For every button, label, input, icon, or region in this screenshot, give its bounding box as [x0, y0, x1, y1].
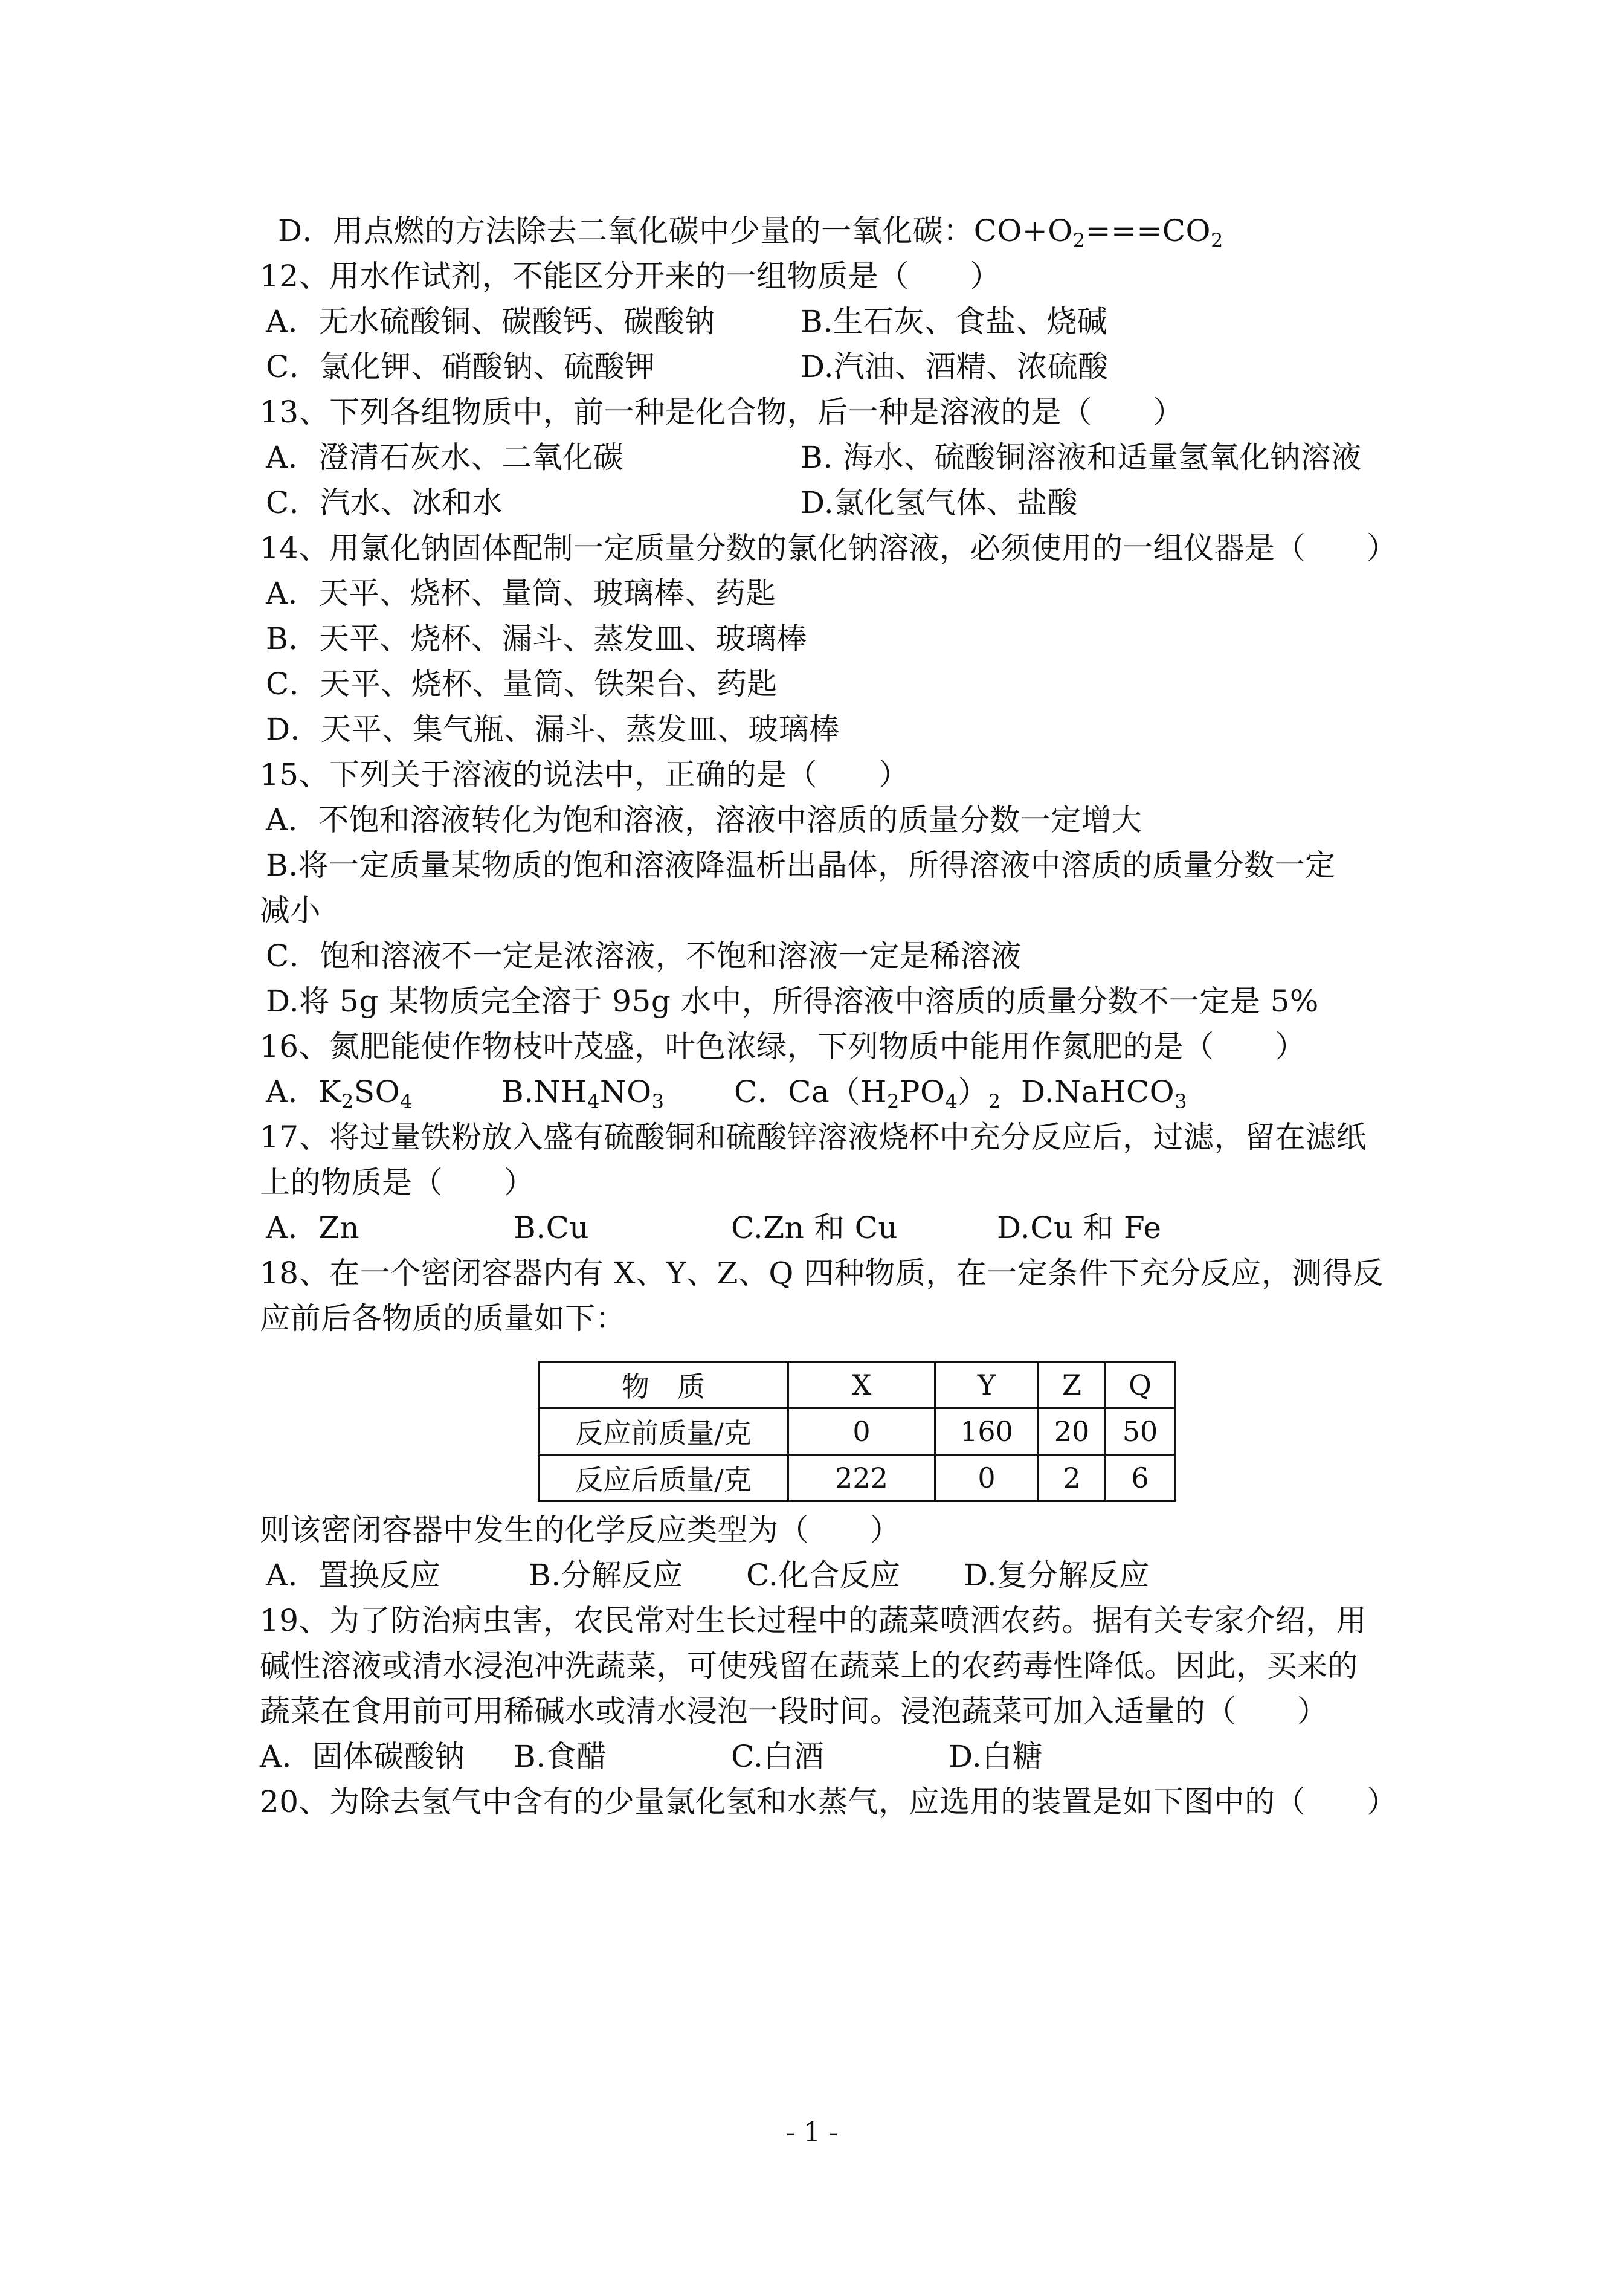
q15-option-d: D.将 5g 某物质完全溶于 95g 水中，所得溶液中溶质的质量分数不一定是 5% — [266, 984, 1319, 1019]
q17-option-c: C.Zn 和 Cu — [731, 1210, 898, 1245]
table-cell: 20 — [1039, 1408, 1106, 1455]
q14-option-d: D．天平、集气瓶、漏斗、蒸发皿、玻璃棒 — [266, 712, 840, 747]
q13-stem: 13、下列各组物质中，前一种是化合物，后一种是溶液的是（ ） — [260, 395, 1184, 430]
q13-option-b: B. 海水、硫酸铜溶液和适量氢氧化钠溶液 — [801, 440, 1362, 475]
q14-stem: 14、用氯化钠固体配制一定质量分数的氯化钠溶液，必须使用的一组仪器是（ ） — [260, 531, 1397, 566]
q14-option-a: A．天平、烧杯、量筒、玻璃棒、药匙 — [266, 576, 776, 611]
q13-option-c: C．汽水、冰和水 — [266, 485, 503, 520]
q15-option-c: C．饱和溶液不一定是浓溶液，不饱和溶液一定是稀溶液 — [266, 938, 1022, 973]
q17-stem-line2: 上的物质是（ ） — [260, 1165, 535, 1200]
table-row — [539, 1408, 1175, 1455]
q19-stem-line3: 蔬菜在食用前可用稀碱水或清水浸泡一段时间。浸泡蔬菜可加入适量的（ ） — [260, 1694, 1328, 1729]
table-header-cell: Z — [1039, 1362, 1106, 1408]
q19-option-a: A．固体碳酸钠 — [260, 1739, 465, 1774]
q17-stem-line1: 17、将过量铁粉放入盛有硫酸铜和硫酸锌溶液烧杯中充分反应后，过滤，留在滤纸 — [260, 1120, 1367, 1155]
table-cell: 0 — [788, 1408, 935, 1455]
page-number: - 1 - — [786, 2117, 838, 2148]
q19-stem-line2: 碱性溶液或清水浸泡冲洗蔬菜，可使残留在蔬菜上的农药毒性降低。因此，买来的 — [260, 1648, 1358, 1683]
table-cell: 反应后质量/克 — [539, 1455, 788, 1501]
q19-option-d: D.白糖 — [949, 1739, 1043, 1774]
q16-option-b: $B.NH_4NO_3$ — [501, 1074, 665, 1113]
q18-option-c: C.化合反应 — [746, 1558, 901, 1593]
q17-option-a: A．Zn — [266, 1210, 360, 1245]
q13-option-d: D.氯化氢气体、盐酸 — [801, 485, 1078, 520]
q14-option-b: B．天平、烧杯、漏斗、蒸发皿、玻璃棒 — [266, 621, 807, 656]
q18-option-b: B.分解反应 — [529, 1558, 683, 1593]
q13-option-a: A．澄清石灰水、二氧化碳 — [266, 440, 624, 475]
q16-option-d: D.NaHCO$_3$ — [1021, 1074, 1187, 1113]
mass-table — [538, 1361, 1176, 1502]
q12-option-a: A．无水硫酸铜、碳酸钙、碳酸钠 — [266, 304, 715, 339]
table-cell: 反应前质量/克 — [539, 1408, 788, 1455]
table-header-cell: Q — [1106, 1362, 1175, 1408]
q12-stem: 12、用水作试剂，不能区分开来的一组物质是（ ） — [260, 259, 1001, 294]
table-cell: 50 — [1106, 1408, 1175, 1455]
q18-option-d: D.复分解反应 — [964, 1558, 1150, 1593]
q16-option-a: A．$K_2SO_4$ — [266, 1074, 413, 1113]
q19-option-b: B.食醋 — [514, 1739, 607, 1774]
q19-option-c: C.白酒 — [731, 1739, 825, 1774]
q19-stem-line1: 19、为了防治病虫害，农民常对生长过程中的蔬菜喷洒农药。据有关专家介绍，用 — [260, 1603, 1367, 1638]
q15-stem: 15、下列关于溶液的说法中，正确的是（ ） — [260, 757, 909, 792]
q16-option-c: C．$Ca(H_2PO_4)_2$ — [734, 1074, 1001, 1113]
q17-option-b: B.Cu — [514, 1210, 590, 1245]
table-header-cell: X — [788, 1362, 935, 1408]
table-row — [539, 1455, 1175, 1501]
table-header-cell: 物 质 — [539, 1362, 788, 1408]
q15-option-b-line1: B.将一定质量某物质的饱和溶液降温析出晶体，所得溶液中溶质的质量分数一定 — [266, 848, 1336, 883]
table-header-row — [539, 1362, 1175, 1408]
q15-option-a: A．不饱和溶液转化为饱和溶液，溶液中溶质的质量分数一定增大 — [266, 802, 1142, 837]
q11-option-d: D．用点燃的方法除去二氧化碳中少量的一氧化碳：$CO+O_2===CO_2$ — [278, 213, 1223, 252]
q14-option-c: C．天平、烧杯、量筒、铁架台、药匙 — [266, 666, 778, 702]
table-cell: 160 — [935, 1408, 1039, 1455]
q20-stem: 20、为除去氢气中含有的少量氯化氢和水蒸气，应选用的装置是如下图中的（ ） — [260, 1784, 1397, 1819]
table-cell: 2 — [1039, 1455, 1106, 1501]
q18-stem-line2: 应前后各物质的质量如下： — [260, 1301, 626, 1336]
q18-option-a: A．置换反应 — [266, 1558, 441, 1593]
q12-option-c: C．氯化钾、硝酸钠、硫酸钾 — [266, 349, 656, 384]
table-cell: 0 — [935, 1455, 1039, 1501]
table-cell: 6 — [1106, 1455, 1175, 1501]
q17-option-d: D.Cu 和 Fe — [997, 1210, 1162, 1245]
q18-stem-line3: 则该密闭容器中发生的化学反应类型为（ ） — [260, 1512, 901, 1547]
table-header-cell: Y — [935, 1362, 1039, 1408]
table-cell: 222 — [788, 1455, 935, 1501]
q15-option-b-line2: 减小 — [260, 893, 321, 928]
q12-option-b: B.生石灰、食盐、烧碱 — [801, 304, 1108, 339]
q16-stem: 16、氮肥能使作物枝叶茂盛，叶色浓绿，下列物质中能用作氮肥的是（ ） — [260, 1029, 1306, 1064]
q18-stem-line1: 18、在一个密闭容器内有 X、Y、Z、Q 四种物质，在一定条件下充分反应，测得反 — [260, 1256, 1384, 1291]
q12-option-d: D.汽油、酒精、浓硫酸 — [801, 349, 1109, 384]
